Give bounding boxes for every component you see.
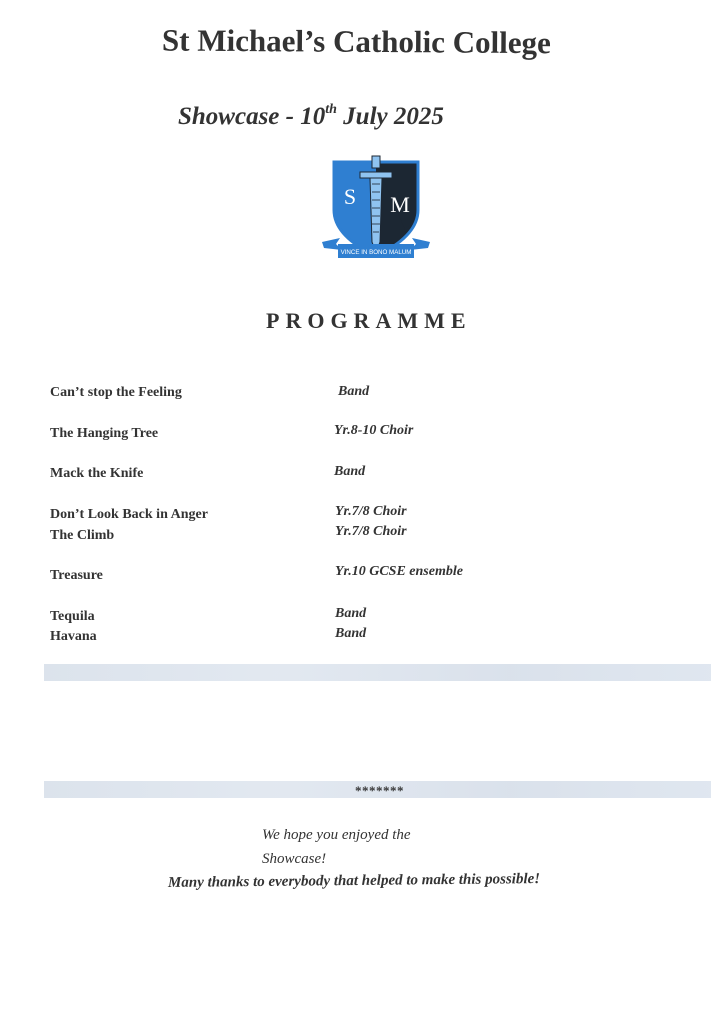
performer: Band [335,626,367,641]
event-subtitle [178,102,444,131]
piece-title: Mack the Knife [50,466,144,481]
closing-line-1: We hope you enjoyed the [262,827,411,843]
thanks-message: Many thanks to everybody that helped to make this possible! [167,871,541,891]
list-item [0,564,724,588]
list-item [0,626,724,649]
performer: Yr.10 GCSE ensemble [335,564,463,579]
piece-title: Tequila [50,609,95,624]
piece-title: The Climb [50,528,115,543]
performer: Yr.8-10 Choir [334,423,414,438]
separator-stars: ******* [355,783,404,798]
piece-title: Treasure [50,568,103,583]
crest-letter-s: S [343,184,357,209]
event-title-prefix: Showcase - 10 [178,103,326,130]
event-date-suffix: July 2025 [336,103,444,130]
crest-letter-m: M [390,192,410,217]
performer: Band [334,464,366,479]
performer: Yr.7/8 Choir [335,504,407,519]
performer: Yr.7/8 Choir [335,524,407,539]
performer: Band [335,606,367,621]
list-item [0,466,724,486]
programme-heading: PROGRAMME [266,308,472,333]
piece-title: Havana [50,629,97,644]
piece-title: The Hanging Tree [50,426,159,441]
performer: Band [338,384,370,399]
piece-title: Can’t stop the Feeling [50,385,182,400]
list-item [0,423,724,446]
event-date-ordinal: th [325,102,337,117]
divider-band-top [44,664,711,681]
list-item [0,385,724,405]
crest-motto: VINCE IN BONO MALUM [340,249,412,256]
piece-title: Don’t Look Back in Anger [50,507,208,522]
list-item [0,524,724,548]
page-title: St Michael’s Catholic College [161,22,551,61]
closing-line-2: Showcase! [262,851,327,867]
school-crest-logo [320,152,432,268]
